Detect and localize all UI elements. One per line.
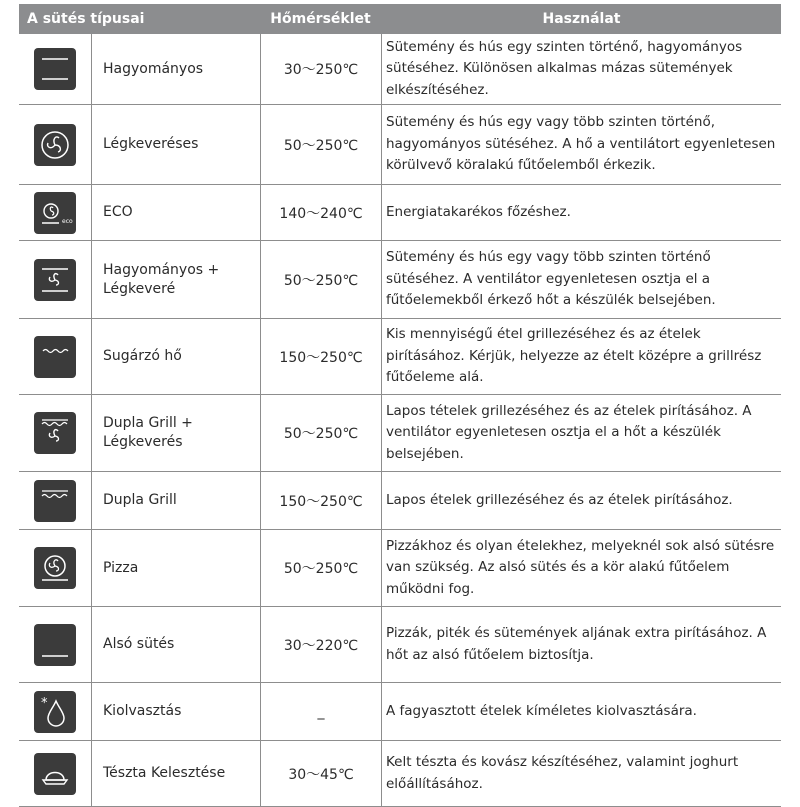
function-name: Pizza bbox=[92, 530, 261, 606]
header-type: A sütés típusai bbox=[27, 11, 145, 27]
table-row bbox=[19, 472, 781, 530]
function-temperature: 150～250℃ bbox=[261, 472, 382, 529]
table-row bbox=[19, 395, 781, 472]
function-usage: Sütemény és hús egy vagy több szinten történő sütéséhez. A ventilátor egyenletesen osztja el a fűtőelemekből érkező hőt a készülék belsejében. bbox=[386, 249, 716, 309]
function-usage: Energiatakarékos főzéshez. bbox=[386, 203, 571, 220]
grill-icon bbox=[34, 336, 76, 378]
function-temperature: _ bbox=[261, 683, 382, 740]
pizza-icon bbox=[34, 547, 76, 589]
header-temperature: Hőmérséklet bbox=[270, 11, 371, 27]
function-temperature: 30～45℃ bbox=[261, 741, 382, 806]
conventional-fan-icon bbox=[34, 259, 76, 301]
function-usage: A fagyasztott ételek kíméletes kiolvasztására. bbox=[386, 702, 697, 719]
function-usage: Lapos tételek grillezéséhez és az ételek pirításához. A ventilátor egyenletesen osztja el a hőt a készülék belsejében. bbox=[386, 402, 752, 462]
function-usage: Lapos ételek grillezéséhez és az ételek pirításához. bbox=[386, 491, 733, 508]
function-name: Kiolvasztás bbox=[92, 683, 261, 740]
svg-text:*: * bbox=[41, 695, 48, 711]
bottom-heat-icon bbox=[34, 624, 76, 666]
function-temperature: 150～250℃ bbox=[261, 319, 382, 394]
function-temperature: 30～220℃ bbox=[261, 607, 382, 682]
svg-text:eco: eco bbox=[62, 217, 73, 225]
table-row bbox=[19, 683, 781, 741]
function-usage: Pizzákhoz és olyan ételekhez, melyeknél sok alsó sütésre van szükség. Az alsó sütés és a kör alakú fűtőelem működni fog. bbox=[386, 537, 775, 597]
function-temperature: 50～250℃ bbox=[261, 241, 382, 318]
function-name: Alsó sütés bbox=[92, 607, 261, 682]
function-name: Légkeveréses bbox=[92, 105, 261, 184]
double-grill-icon bbox=[34, 480, 76, 522]
table-row bbox=[19, 105, 781, 185]
fan-icon bbox=[34, 124, 76, 166]
function-usage: Sütemény és hús egy szinten történő, hagyományos sütéséhez. Különösen alkalmas mázas sütemények elkészítéséhez. bbox=[386, 38, 743, 98]
oven-functions-table bbox=[19, 4, 781, 807]
function-name: Sugárzó hő bbox=[92, 319, 261, 394]
double-grill-fan-icon bbox=[34, 412, 76, 454]
function-usage: Sütemény és hús egy vagy több szinten történő, hagyományos sütéséhez. A hő a ventilátort egyenletesen körülvevő köralakú fűtőelemből érkezik. bbox=[386, 114, 776, 174]
function-temperature: 50～250℃ bbox=[261, 105, 382, 184]
table-row bbox=[19, 741, 781, 807]
function-name: Tészta Kelesztése bbox=[92, 741, 261, 806]
function-name: Dupla Grill + Légkeverés bbox=[92, 395, 261, 471]
function-temperature: 140～240℃ bbox=[261, 185, 382, 240]
table-row bbox=[19, 607, 781, 683]
dough-proving-icon bbox=[34, 753, 76, 795]
function-name: Hagyományos bbox=[92, 34, 261, 104]
conventional-icon bbox=[34, 48, 76, 90]
function-usage: Pizzák, piték és sütemények aljának extra pirításához. A hőt az alsó fűtőelem biztosítja. bbox=[386, 625, 767, 663]
header-usage: Használat bbox=[542, 11, 621, 27]
function-temperature: 50～250℃ bbox=[261, 395, 382, 471]
table-row bbox=[19, 530, 781, 607]
defrost-icon bbox=[34, 691, 76, 733]
function-temperature: 50～250℃ bbox=[261, 530, 382, 606]
table-header bbox=[19, 4, 781, 34]
function-usage: Kelt tészta és kovász készítéséhez, valamint joghurt előállításához. bbox=[386, 754, 739, 792]
function-usage: Kis mennyiségű étel grillezéséhez és az ételek pirításához. Kérjük, helyezze az ételt középre a grillrész fűtőeleme alá. bbox=[386, 326, 762, 386]
table-row bbox=[19, 185, 781, 241]
eco-icon bbox=[34, 192, 76, 234]
table-row bbox=[19, 34, 781, 105]
function-name: Hagyományos + Légkeveré bbox=[92, 241, 261, 318]
table-row bbox=[19, 319, 781, 395]
function-name: Dupla Grill bbox=[92, 472, 261, 529]
function-name: ECO bbox=[92, 185, 261, 240]
function-temperature: 30～250℃ bbox=[261, 34, 382, 104]
table-row bbox=[19, 241, 781, 319]
